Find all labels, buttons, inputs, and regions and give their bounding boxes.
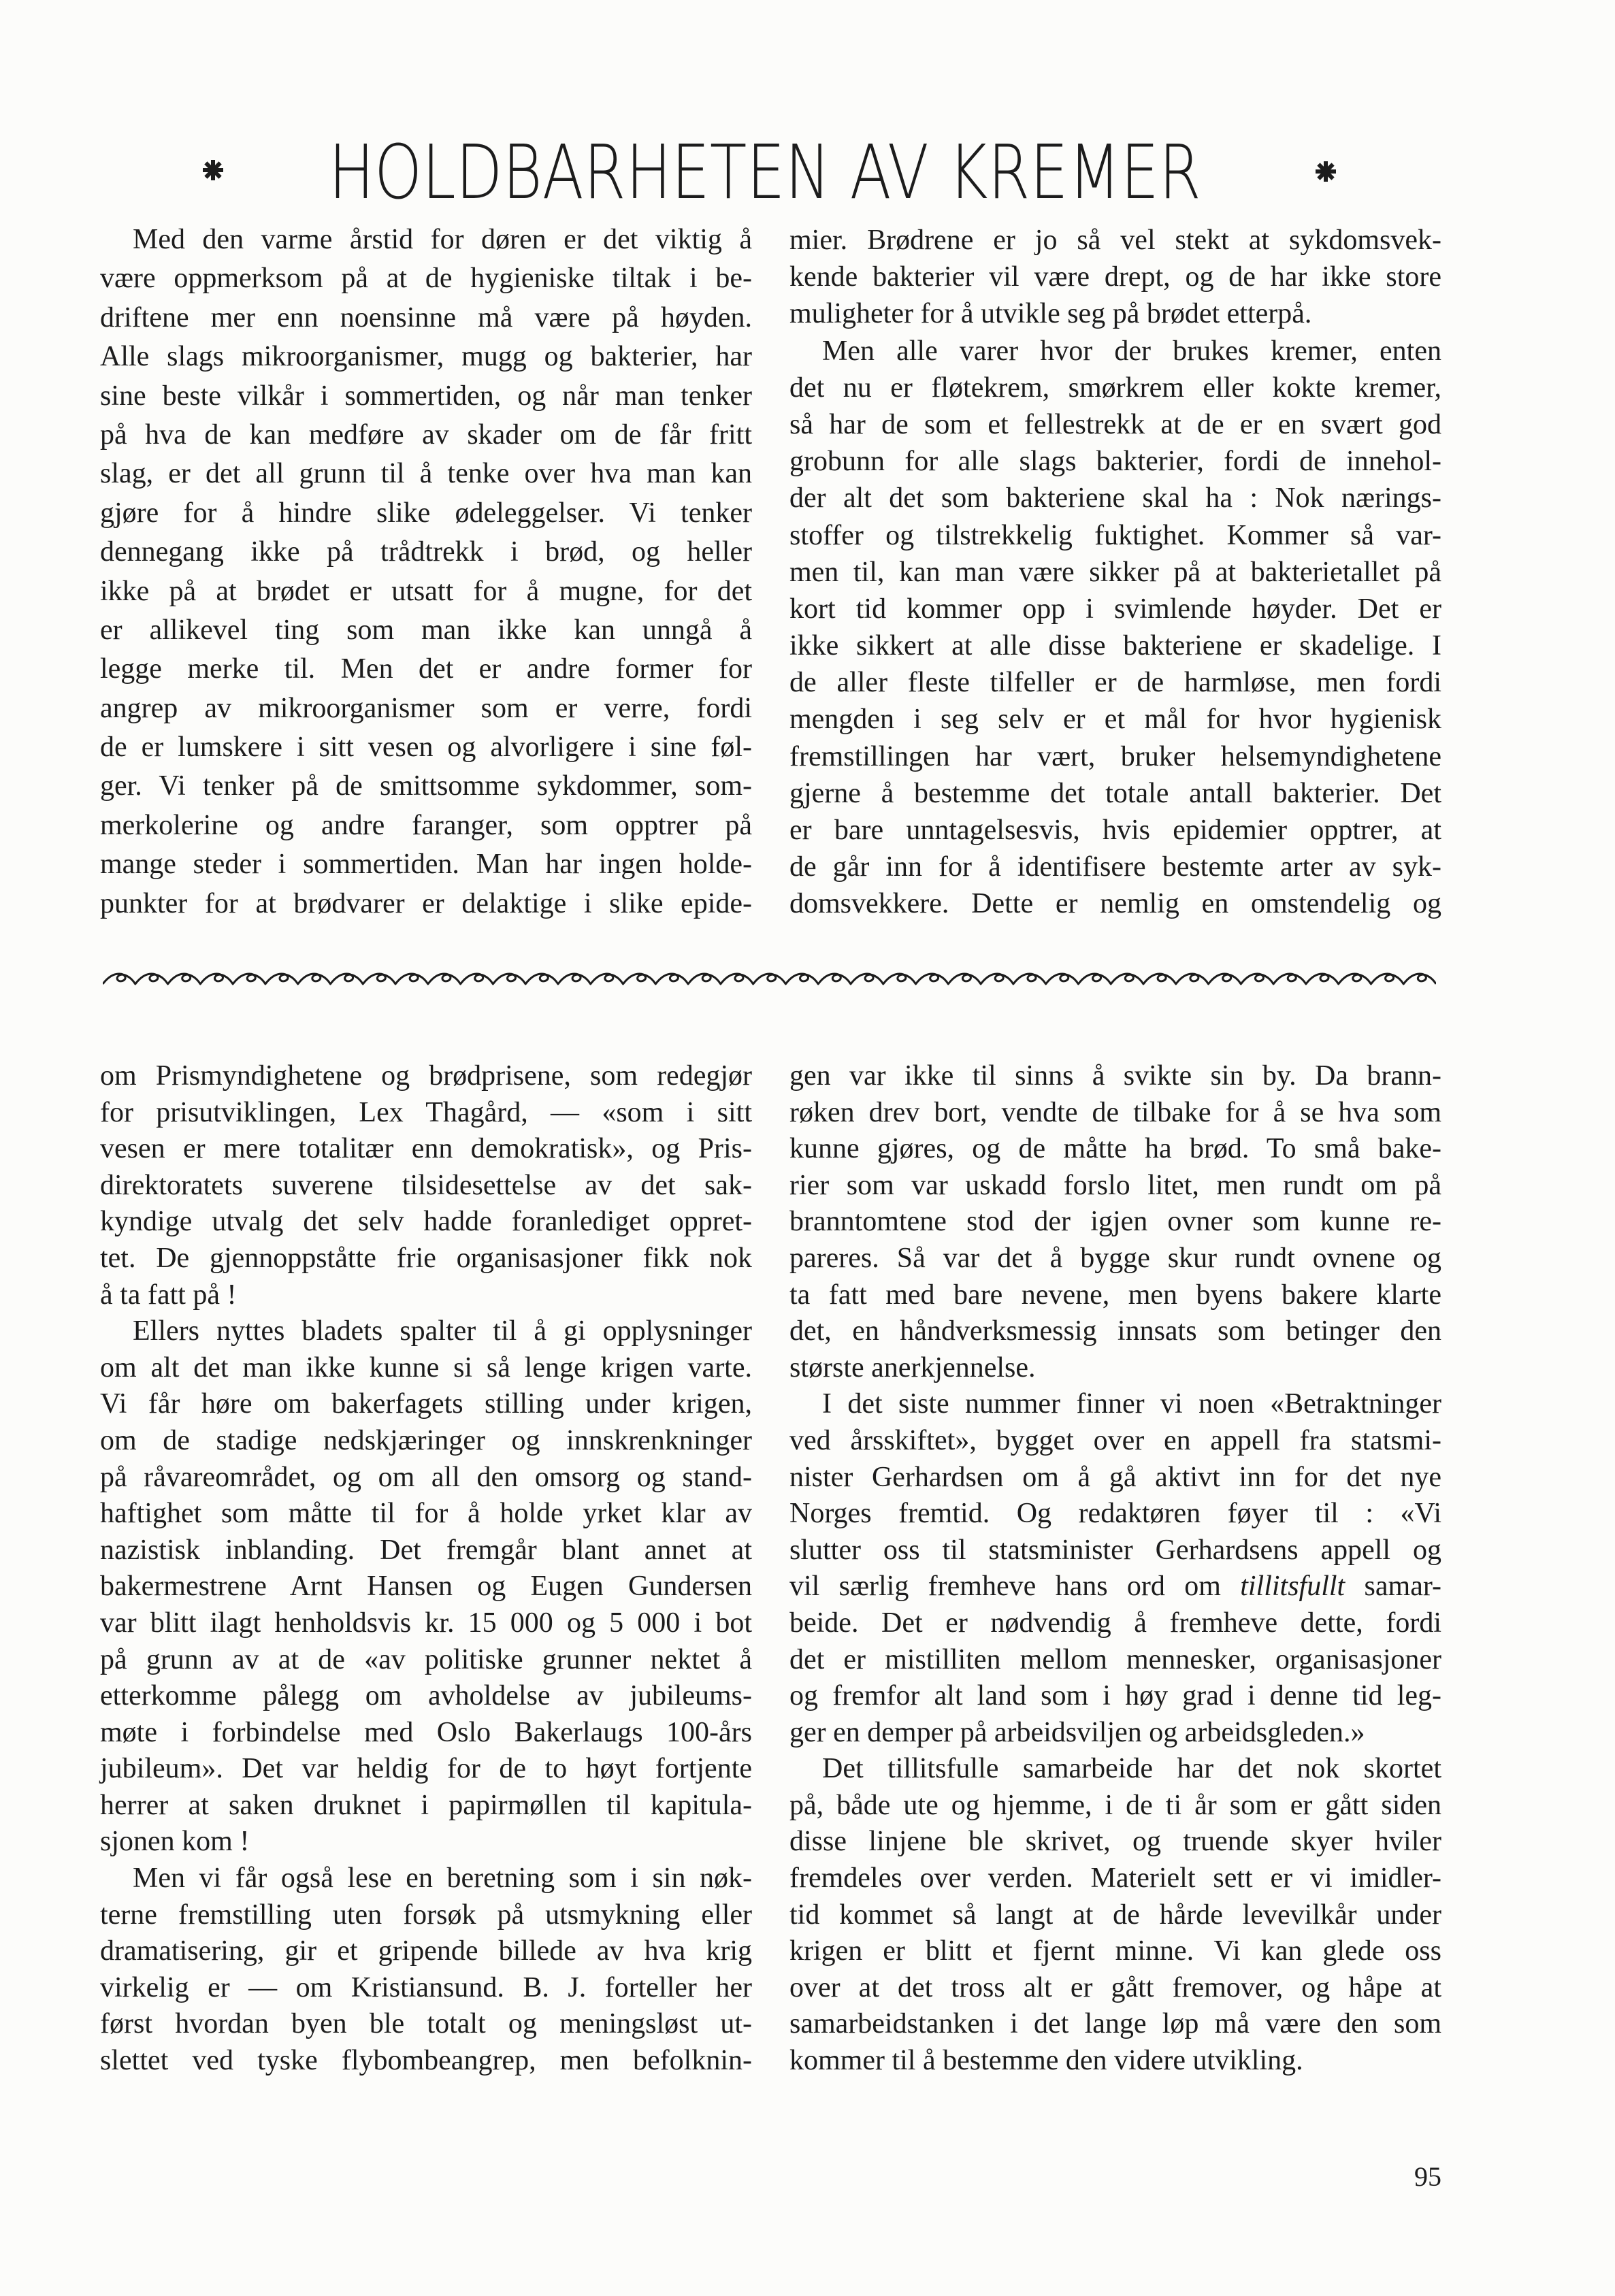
text-line: gen var ikke til sinns å svikte sin by. Da brann- [789, 1060, 1441, 1092]
text-line: ikke på at brødet er utsatt for å mugne, for det [100, 575, 752, 607]
text-line: mier. Brødrene er jo så vel stekt at sykdomsvek- [789, 225, 1441, 256]
text-line: om Prismyndighetene og brødprisene, som redegjør [100, 1060, 752, 1092]
text-line: vesen er mere totalitær enn demokratisk», og Pris- [100, 1133, 752, 1165]
text-segment: samar- [1345, 1571, 1441, 1603]
text-line: så har de som et fellestrekk at de er en svært god [789, 408, 1441, 440]
text-line: først hvordan byen ble totalt og meningsløst ut- [100, 2008, 752, 2040]
text-line: etterkomme pålegg om avholdelse av jubileums- [100, 1680, 752, 1712]
text-line: Det tillitsfulle samarbeide har det nok skortet [822, 1753, 1441, 1785]
top-article-left-column [100, 220, 752, 923]
text-line: det nu er fløtekrem, smørkrem eller kokte kremer, [789, 372, 1441, 404]
paragraph [789, 222, 1441, 333]
text-line: ger en demper på arbeidsviljen og arbeidsgleden.» [789, 1716, 1365, 1748]
paragraph [789, 333, 1441, 923]
paragraph [100, 1058, 752, 1313]
text-line: Men alle varer hvor der brukes kremer, enten [822, 335, 1441, 367]
text-line: branntomtene stod der igjen ovner som kunne re- [789, 1206, 1441, 1238]
bottom-article-left-column [100, 1058, 752, 2080]
text-line: om de stadige nedskjæringer og innskrenkninger [100, 1424, 752, 1456]
text-line: dramatisering, gir et gripende billede av hva krig [100, 1935, 752, 1967]
paragraph [789, 1058, 1441, 1386]
text-line: tid kommet så langt at de hårde levevilkår under [789, 1899, 1441, 1931]
text-line: møte i forbindelse med Oslo Bakerlaugs 100-års [100, 1716, 752, 1748]
text-line: på råvareområdet, og om all den omsorg og stand- [100, 1461, 752, 1493]
text-line: for prisutviklingen, Lex Thagård, — «som i sitt [100, 1096, 752, 1128]
text-line: domsvekkere. Dette er nemlig en omstendelig og [789, 888, 1441, 920]
text-line: kort tid kommer opp i svimlende høyder. Det er [789, 593, 1441, 625]
text-line: er allikevel ting som man ikke kan unngå å [100, 614, 752, 646]
page-number: 95 [1414, 2161, 1441, 2192]
text-line: de går inn for å identifisere bestemte arter av syk- [789, 851, 1441, 883]
text-line: krigen er blitt et fjernt minne. Vi kan glede oss [789, 1935, 1441, 1967]
text-line: være oppmerksom på at de hygieniske tiltak i be- [100, 263, 752, 295]
text-line: slettet ved tyske flybombeangrep, men befolknin- [100, 2045, 752, 2077]
text-line: muligheter for å utvikle seg på brødet etterpå. [789, 298, 1312, 330]
text-line: er bare unntagelsesvis, hvis epidemier opptrer, at [789, 815, 1441, 846]
text-line: driftene mer enn noensinne må være på høyden. [100, 301, 752, 333]
text-line [789, 1569, 1441, 1605]
text-line: I det siste nummer finner vi noen «Betraktninger [822, 1388, 1441, 1420]
text-line: største anerkjennelse. [789, 1351, 1036, 1383]
text-line: fremdeles over verden. Materielt sett er vi imidler- [789, 1863, 1441, 1895]
paragraph [789, 1386, 1441, 1751]
text-segment: vil særlig fremheve hans ord om [789, 1571, 1241, 1603]
text-line: slutter oss til statsminister Gerhardsens appell og [789, 1534, 1441, 1566]
text-line: men til, kan man være sikker på at bakterietallet på [789, 556, 1441, 588]
text-line: å ta fatt på ! [100, 1279, 237, 1311]
text-line: merkolerine og andre faranger, som opptrer på [100, 809, 752, 841]
text-line: var blitt ilagt henholdsvis kr. 15 000 og 5 000 i bot [100, 1607, 752, 1639]
text-line: disse linjene ble skrivet, og truende skyer hviler [789, 1826, 1441, 1858]
text-line: samarbeidstanken i det lange løp må være den som [789, 2008, 1441, 2040]
text-line: over at det tross alt er gått fremover, og håpe at [789, 1971, 1441, 2003]
text-line: angrep av mikroorganismer som er verre, fordi [100, 692, 752, 724]
article-title: HOLDBARHETEN AV KREMER [329, 129, 1201, 216]
paragraph [100, 220, 752, 923]
right-asterisk-icon [1314, 159, 1338, 184]
text-line: på grunn av at de «av politiske grunner nektet å [100, 1643, 752, 1675]
text-line: kyndige utvalg det selv hadde foranlediget oppret- [100, 1206, 752, 1238]
text-line: det er mistilliten mellom mennesker, organisasjoner [789, 1643, 1441, 1675]
text-line: ta fatt med bare nevene, men byens bakere klarte [789, 1279, 1441, 1311]
text-line: ikke sikkert at alle disse bakteriene er skadelige. I [789, 630, 1441, 662]
text-line: det, en håndverksmessig innsats som betinger den [789, 1315, 1441, 1347]
text-line: nister Gerhardsen om å gå aktivt inn for det nye [789, 1461, 1441, 1493]
text-line: stoffer og tilstrekkelig fuktighet. Kommer så var- [789, 519, 1441, 551]
text-line: på hva de kan medføre av skader om de får fritt [100, 419, 752, 450]
wave-ornament-icon [103, 970, 1436, 989]
text-line: ger. Vi tenker på de smittsomme sykdommer, som- [100, 770, 752, 802]
text-line: ved årsskiftet», bygget over en appell fra statsmi- [789, 1424, 1441, 1456]
text-line: kommer til å bestemme den videre utvikling. [789, 2045, 1303, 2077]
paragraph [100, 1860, 752, 2080]
text-line: sine beste vilkår i sommertiden, og når man tenker [100, 380, 752, 412]
text-line: grobunn for alle slags bakterier, fordi de innehol- [789, 446, 1441, 478]
paragraph [789, 1751, 1441, 2079]
text-line: sjonen kom ! [100, 1826, 250, 1858]
bottom-article-right-column [789, 1058, 1441, 2080]
top-article-right-column [789, 222, 1441, 923]
text-line: jubileum». Det var heldig for de to høyt fortjente [100, 1753, 752, 1785]
wave-ornament-path [103, 974, 1436, 984]
text-line: Norges fremtid. Og redaktøren føyer til : «Vi [789, 1498, 1441, 1530]
text-line: slag, er det all grunn til å tenke over hva man kan [100, 458, 752, 490]
text-line: de er lumskere i sitt vesen og alvorligere i sine føl- [100, 732, 752, 764]
text-line: beide. Det er nødvendig å fremheve dette, fordi [789, 1607, 1441, 1639]
text-line: Men vi får også lese en beretning som i sin nøk- [133, 1863, 752, 1895]
text-line: Alle slags mikroorganismer, mugg og bakterier, har [100, 341, 752, 373]
emphasized-text: tillitsfullt [1240, 1571, 1345, 1603]
text-line: dennegang ikke på trådtrekk i brød, og heller [100, 536, 752, 568]
text-line: og fremfor alt land som i høy grad i denne tid leg- [789, 1680, 1441, 1712]
article-title-wrap [329, 129, 1406, 216]
text-line: mengden i seg selv er et mål for hvor hygienisk [789, 704, 1441, 736]
text-line: røken drev bort, vendte de tilbake for å se hva som [789, 1096, 1441, 1128]
text-line: kende bakterier vil være drept, og de har ikke store [789, 261, 1441, 293]
text-line: tet. De gjennoppståtte frie organisasjoner fikk nok [100, 1242, 752, 1274]
text-line: på, både ute og hjemme, i de ti år som er gått siden [789, 1789, 1441, 1821]
text-line: fremstillingen har vært, bruker helsemyndighetene [789, 740, 1441, 772]
text-line: haftighet som måtte til for å holde yrket klar av [100, 1498, 752, 1530]
text-line: herrer at saken druknet i papirmøllen til kapitula- [100, 1789, 752, 1821]
text-line: nazistisk inblanding. Det fremgår blant annet at [100, 1534, 752, 1566]
text-line: der alt det som bakteriene skal ha : Nok nærings- [789, 482, 1441, 514]
text-line: de aller fleste tilfeller er de harmløse, men fordi [789, 667, 1441, 699]
text-line: kunne gjøres, og de måtte ha brød. To små bake- [789, 1133, 1441, 1165]
left-asterisk-icon [201, 158, 225, 182]
text-line: gjerne å bestemme det totale antall bakterier. Det [789, 777, 1441, 809]
text-line: mange steder i sommertiden. Man har ingen holde- [100, 849, 752, 881]
text-line: direktoratets suverene tilsidesettelse av det sak- [100, 1169, 752, 1201]
paragraph [100, 1313, 752, 1860]
text-line: rier som var uskadd forslo litet, men rundt om på [789, 1169, 1441, 1201]
text-line: Vi får høre om bakerfagets stilling under krigen, [100, 1388, 752, 1420]
text-line: punkter for at brødvarer er delaktige i slike epide- [100, 887, 752, 919]
text-line: legge merke til. Men det er andre former for [100, 653, 752, 685]
text-line: gjøre for å hindre slike ødeleggelser. Vi tenker [100, 497, 752, 529]
text-line: Ellers nyttes bladets spalter til å gi opplysninger [133, 1315, 752, 1347]
text-line: pareres. Så var det å bygge skur rundt ovnene og [789, 1242, 1441, 1274]
text-line: om alt det man ikke kunne si så lenge krigen varte. [100, 1351, 752, 1383]
text-line: virkelig er — om Kristiansund. B. J. forteller her [100, 1971, 752, 2003]
text-line: bakermestrene Arnt Hansen og Eugen Gundersen [100, 1571, 752, 1603]
text-line: Med den varme årstid for døren er det viktig å [133, 224, 752, 255]
text-line: terne fremstilling uten forsøk på utsmykning eller [100, 1899, 752, 1931]
